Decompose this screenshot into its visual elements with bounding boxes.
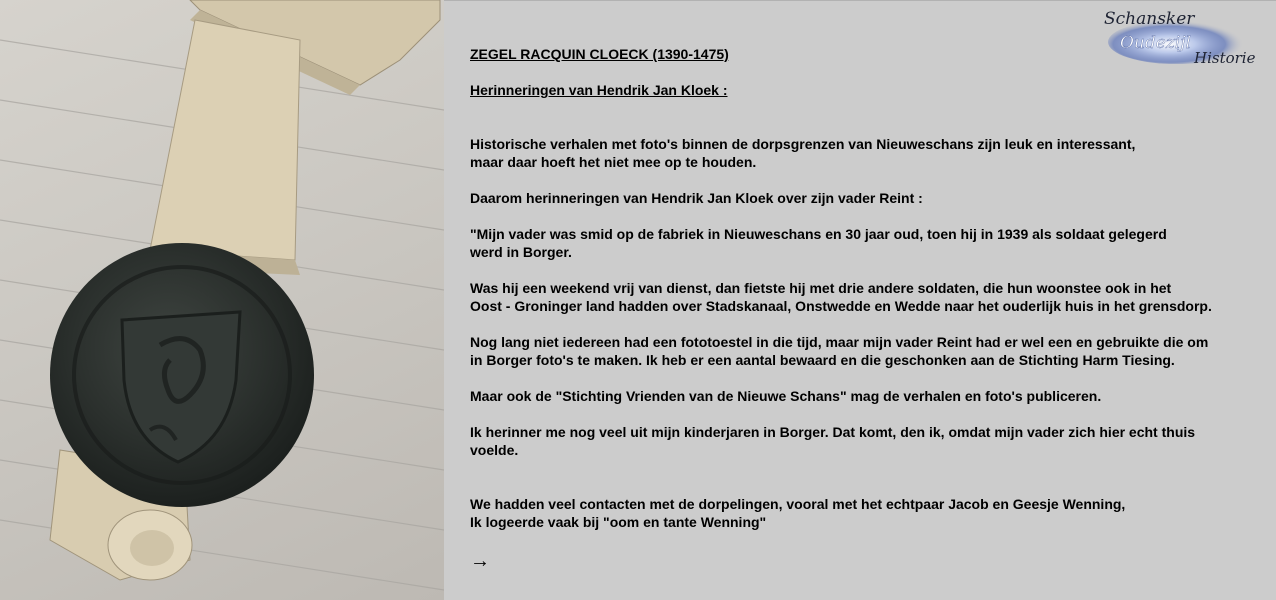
article-title: ZEGEL RACQUIN CLOECK (1390-1475) (470, 46, 729, 62)
next-page-arrow-icon[interactable]: → (470, 550, 490, 572)
paragraph-8: We hadden veel contacten met de dorpelingen, vooral met het echtpaar Jacob en Geesje Wenning, Ik logeerde vaak bij "oom en tante Wenning" (470, 496, 1126, 530)
paragraph-7: Ik herinner me nog veel uit mijn kinderjaren in Borger. Dat komt, den ik, omdat mijn vader zich hier echt thuis voelde. (470, 424, 1196, 458)
article (470, 45, 1270, 571)
seal-photo-image (0, 0, 444, 600)
paragraph-4: Was hij een weekend vrij van dienst, dan fietste hij met drie andere soldaten, die hun woonstee ook in het Oost - Groninger land hadden over Stadskanaal, Onstwedde en Wedde naar het ouderlijk huis in het grensdorp. (470, 280, 1212, 314)
logo-line-3: Historie (1194, 49, 1256, 67)
content-panel (444, 0, 1276, 600)
seal-photo (0, 0, 444, 600)
logo-line-1: Schansker (1104, 9, 1195, 29)
site-logo[interactable] (1096, 2, 1274, 70)
paragraph-3: "Mijn vader was smid op de fabriek in Nieuweschans en 30 jaar oud, toen hij in 1939 als soldaat gelegerd werd in Borger. (470, 226, 1167, 260)
article-subtitle: Herinneringen van Hendrik Jan Kloek : (470, 82, 728, 98)
logo-line-2: Oudezijl (1120, 33, 1191, 53)
paragraph-2: Daarom herinneringen van Hendrik Jan Kloek over zijn vader Reint : (470, 190, 923, 206)
paragraph-1: Historische verhalen met foto's binnen de dorpsgrenzen van Nieuweschans zijn leuk en interessant, maar daar hoeft het niet mee op te houden. (470, 136, 1136, 170)
paragraph-5: Nog lang niet iedereen had een fototoestel in die tijd, maar mijn vader Reint had er wel een en gebruikte die om in Borger foto's te maken. Ik heb er een aantal bewaard en die geschonken aan de Stichting Harm Tiesing. (470, 334, 1209, 368)
paragraph-6: Maar ook de "Stichting Vrienden van de Nieuwe Schans" mag de verhalen en foto's publiceren. (470, 388, 1102, 404)
